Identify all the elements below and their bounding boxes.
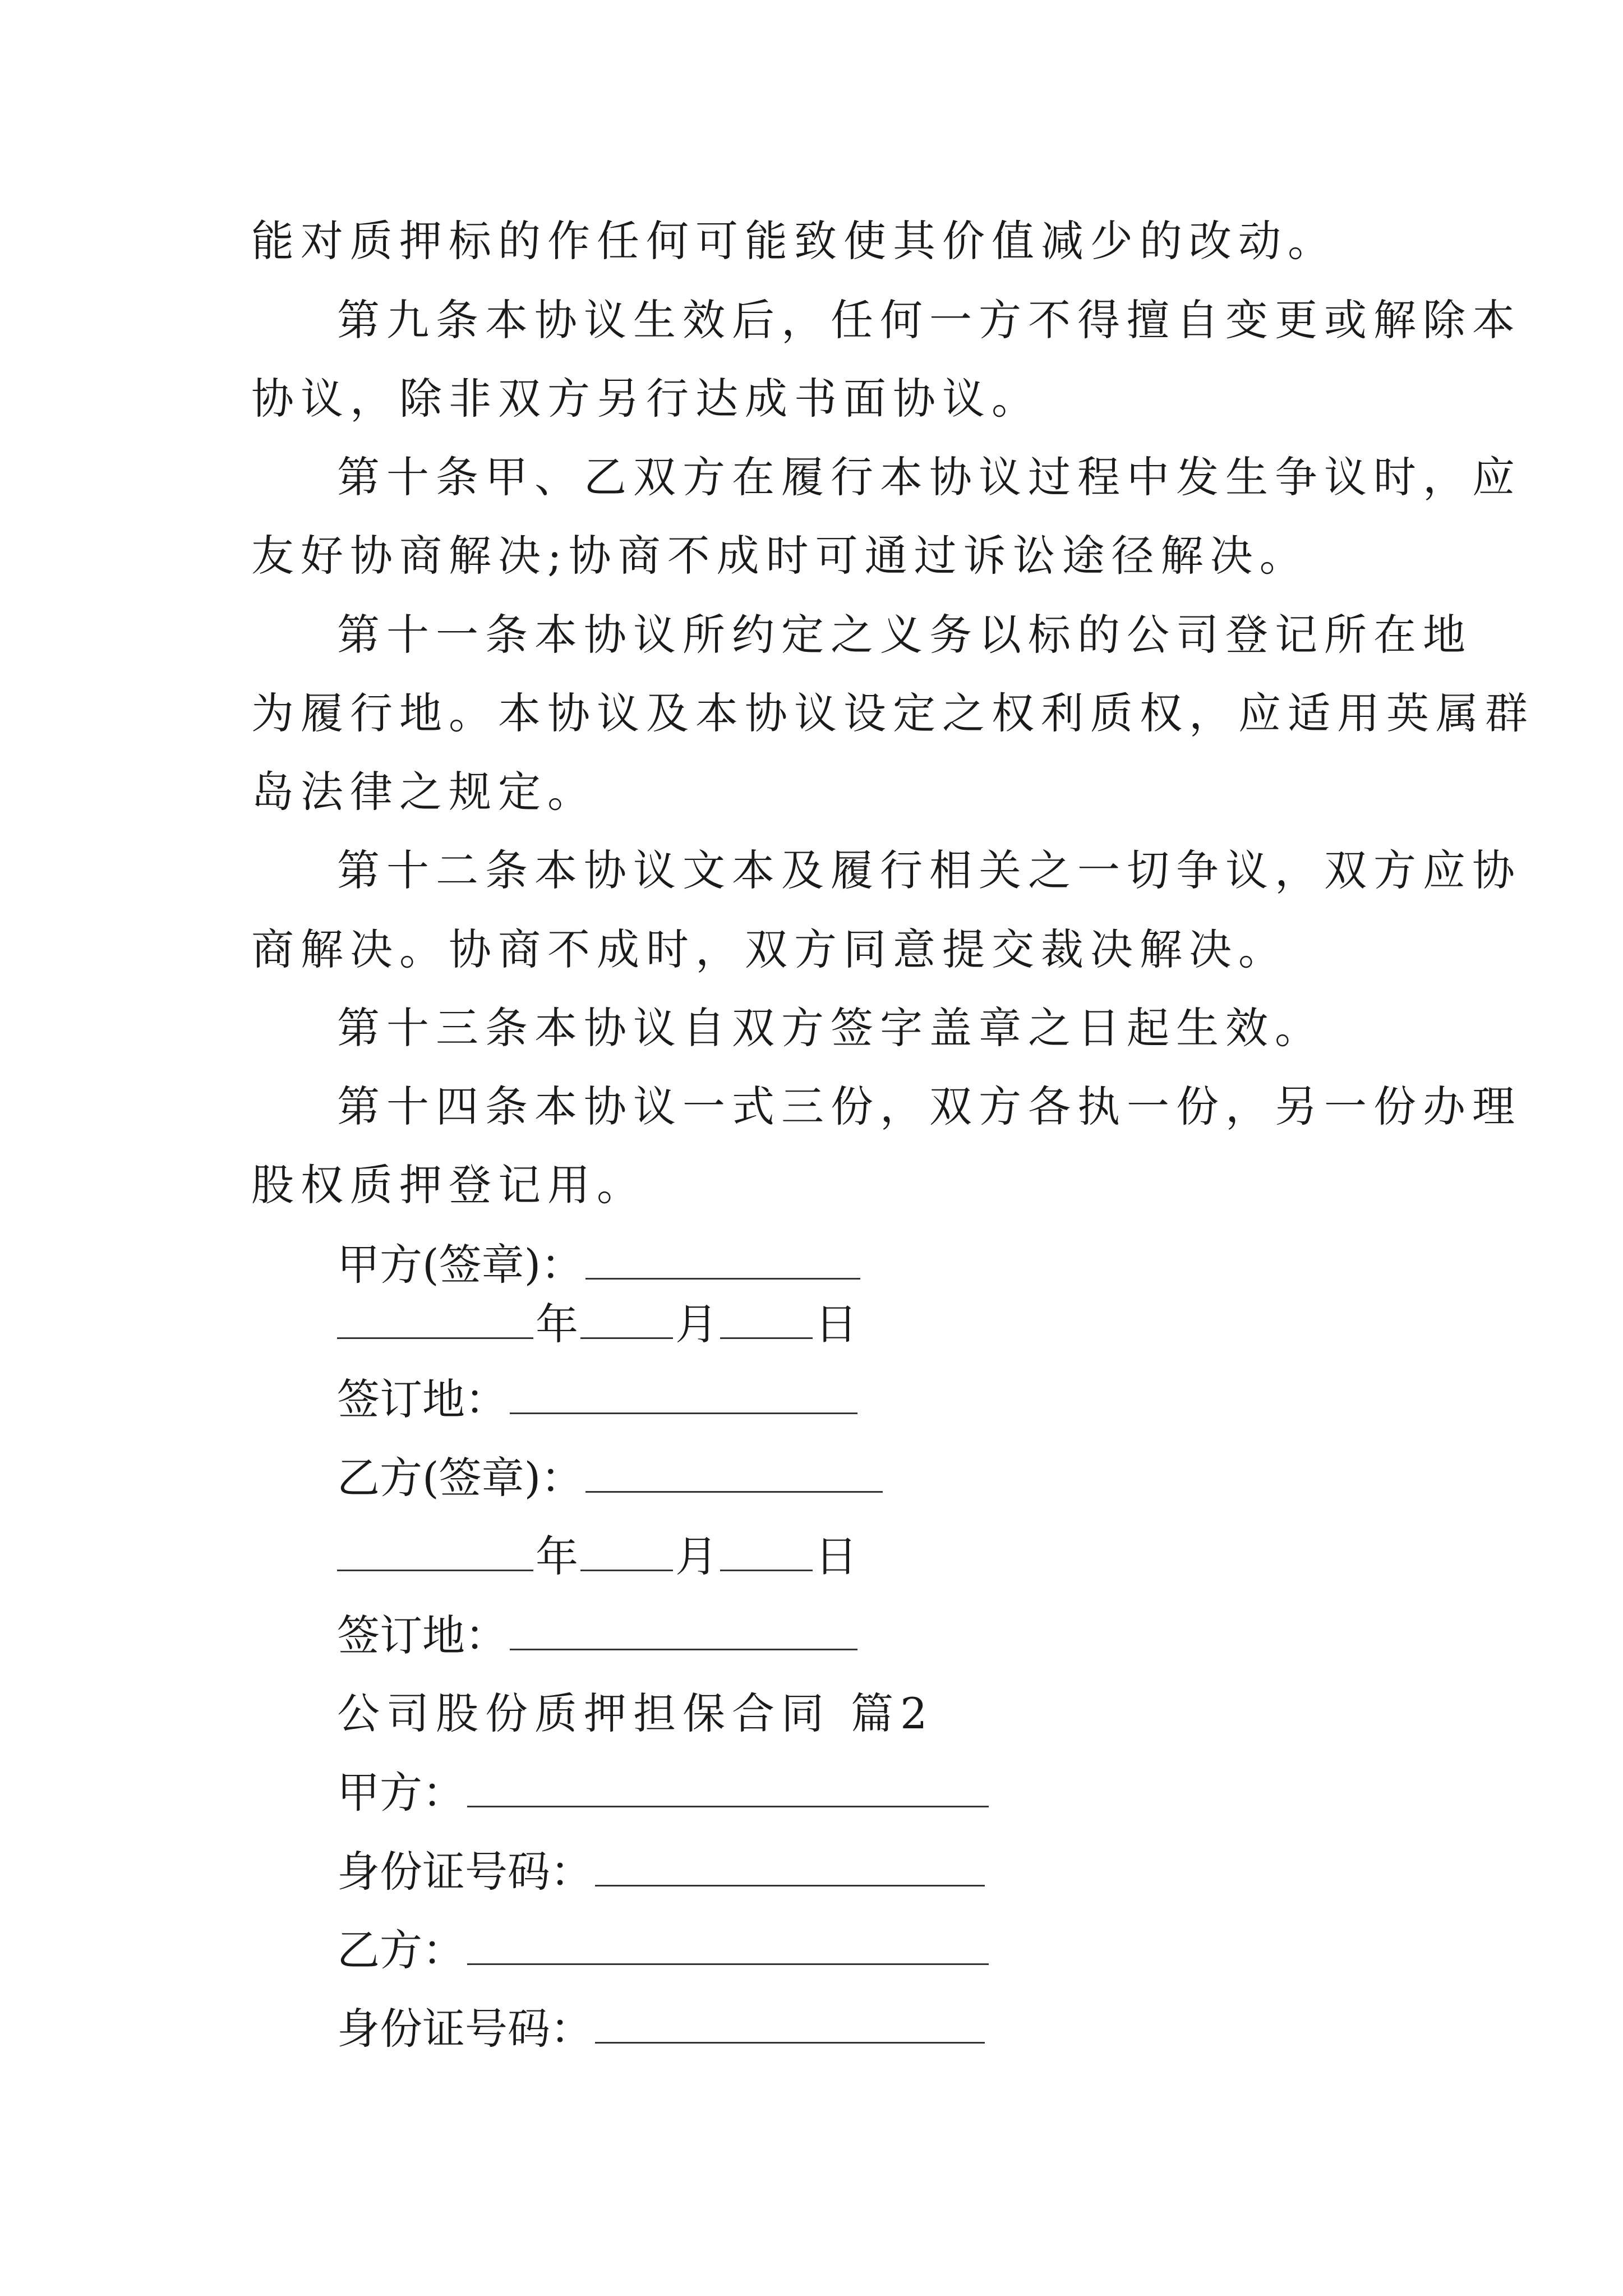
year-blank[interactable] [337,1535,533,1571]
id-number-label: 身份证号码： [337,2004,593,2054]
party-b-blank[interactable] [467,1929,989,1965]
id-number-blank[interactable] [595,1850,985,1887]
id-number-blank[interactable] [595,2007,985,2044]
paragraph-line: 岛法律之规定。 [251,767,597,817]
paragraph-line: 能对质押标的作任何可能致使其价值减少的改动。 [251,216,1337,266]
paragraph-line: 第十二条本协议文本及履行相关之一切争议，双方应协 [337,845,1521,895]
party-a-field-row [337,1768,991,1818]
month-blank[interactable] [580,1303,673,1339]
party-b-label: 乙方： [337,1925,465,1975]
party-a-signature-row [337,1240,863,1290]
party-a-label: 甲方： [337,1768,465,1818]
year-label: 年 [536,1299,578,1349]
day-blank[interactable] [720,1535,813,1571]
day-blank[interactable] [720,1303,813,1339]
paragraph-line: 协议，除非双方另行达成书面协议。 [251,374,1041,424]
signing-place-label: 签订地： [337,1374,508,1424]
section-title: 公司股份质押担保合同 篇2 [337,1688,934,1738]
paragraph-line: 友好协商解决;协商不成时可通过诉讼途径解决。 [251,531,1309,581]
year-blank[interactable] [337,1303,533,1339]
paragraph-line: 商解决。协商不成时，双方同意提交裁决解决。 [251,924,1288,974]
month-blank[interactable] [580,1535,673,1571]
party-b-signature-label: 乙方(签章)： [337,1453,584,1503]
paragraph-line: 股权质押登记用。 [251,1160,646,1210]
party-b-signature-row [337,1453,885,1503]
party-b-place-row [337,1611,860,1660]
paragraph-line: 第十四条本协议一式三份，双方各执一份，另一份办理 [337,1082,1521,1131]
day-label: 日 [815,1299,857,1349]
month-label: 月 [675,1299,718,1349]
party-a-blank[interactable] [467,1771,989,1807]
month-label: 月 [675,1531,718,1581]
paragraph-line: 第十一条本协议所约定之义务以标的公司登记所在地 [337,610,1472,660]
paragraph-line: 第九条本协议生效后，任何一方不得擅自变更或解除本 [337,295,1521,345]
paragraph-line: 为履行地。本协议及本协议设定之权利质权，应适用英属群 [251,688,1534,738]
party-a-date-row [337,1299,857,1349]
party-a-place-row [337,1374,860,1424]
party-b-id-row [337,2004,987,2054]
party-b-field-row [337,1925,991,1975]
signing-place-label: 签订地： [337,1611,508,1660]
id-number-label: 身份证号码： [337,1847,593,1897]
paragraph-line: 第十三条本协议自双方签字盖章之日起生效。 [337,1003,1324,1053]
party-a-signature-label: 甲方(签章)： [337,1240,584,1290]
signing-place-blank[interactable] [510,1614,857,1650]
year-label: 年 [536,1531,578,1581]
party-b-date-row [337,1531,857,1581]
signing-place-blank[interactable] [510,1378,857,1414]
paragraph-line: 第十条甲、乙双方在履行本协议过程中发生争议时，应 [337,452,1521,502]
party-a-id-row [337,1847,987,1897]
party-a-signature-blank[interactable] [585,1243,860,1280]
party-b-signature-blank[interactable] [585,1456,883,1493]
day-label: 日 [815,1531,857,1581]
